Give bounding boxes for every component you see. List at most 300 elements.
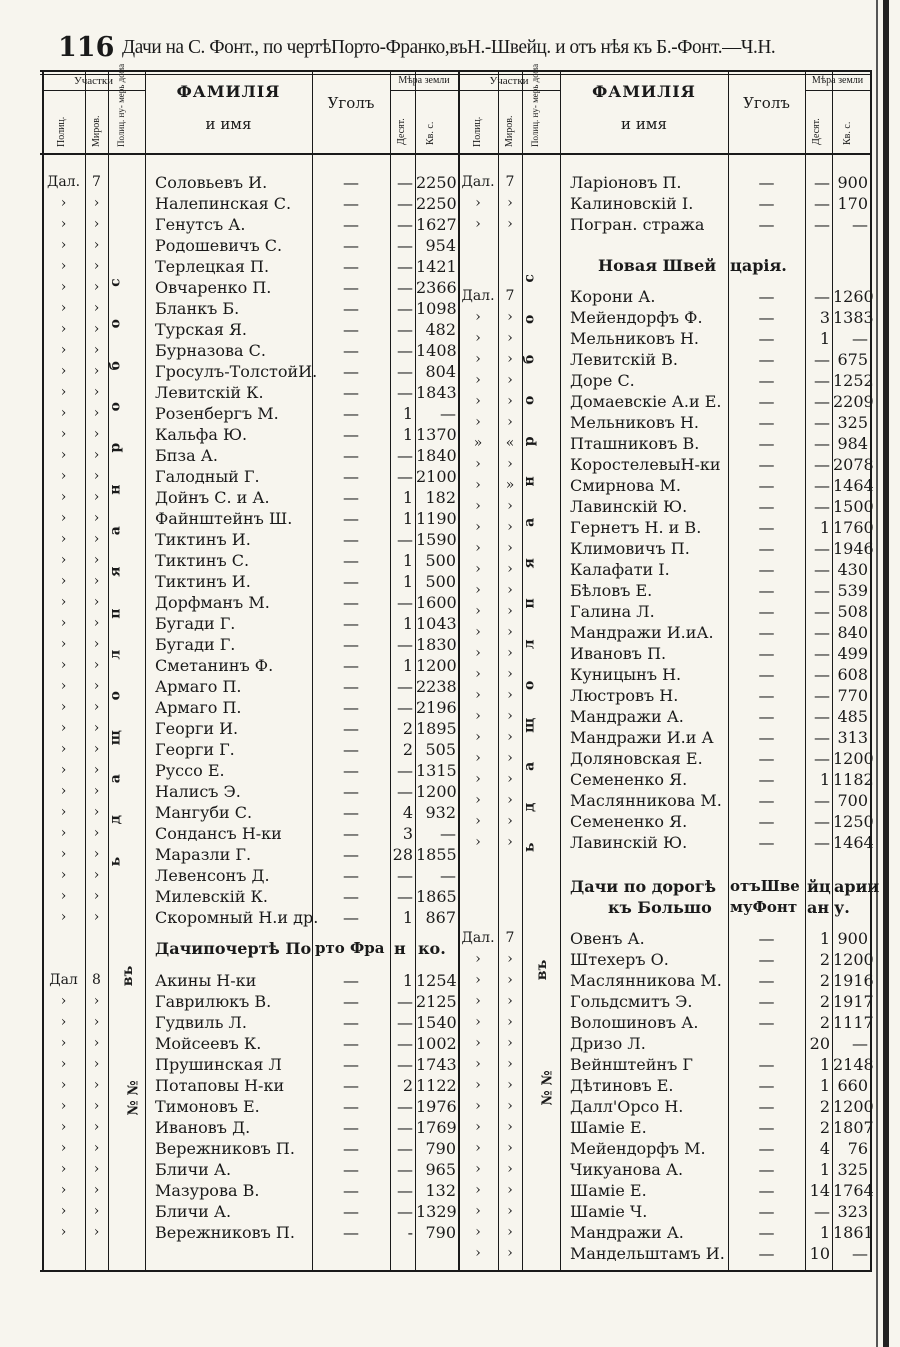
kv-cell: 482 [425, 320, 456, 339]
kv-cell: 499 [837, 644, 868, 663]
mirov-cell: › [93, 615, 100, 631]
kv-cell: 1807 [833, 1118, 874, 1137]
ugol-cell: — [343, 341, 359, 360]
ugol-cell: — [758, 371, 775, 390]
kv-cell: 1200 [833, 950, 874, 969]
polits-cell: › [60, 342, 67, 358]
ugol-cell: — [758, 1202, 775, 1221]
kv-cell: 1916 [833, 971, 874, 990]
ugol-cell: — [343, 866, 359, 885]
polits-cell: › [60, 426, 67, 442]
polits-cell: › [60, 783, 67, 799]
name-cell: Мазурова В. [155, 1181, 260, 1200]
polits-cell: › [475, 687, 481, 703]
name-cell: Дѣтиновъ Е. [570, 1076, 674, 1095]
polits-cell: › [60, 909, 67, 925]
desyat-cell: — [814, 1202, 830, 1221]
ugol-cell: — [758, 728, 775, 747]
right-uchastki-header: Участки [489, 75, 529, 87]
polits-cell: › [475, 1140, 481, 1156]
right-table-row [0, 790, 900, 811]
desyat-cell: 4 [402, 803, 413, 822]
ugol-cell: — [758, 497, 775, 516]
desyat-cell: — [397, 1160, 413, 1179]
polits-cell: › [475, 519, 481, 535]
mirov-cell: › [507, 216, 513, 232]
kv-cell: 1917 [833, 992, 874, 1011]
desyat-cell: 2 [819, 1097, 830, 1116]
ugol-cell: — [343, 1139, 359, 1158]
desyat-cell: — [814, 560, 830, 579]
ugol-cell: — [343, 383, 359, 402]
right-nomer-header: Полиц. ну- мерь дома [530, 63, 540, 147]
polits-cell: › [475, 951, 481, 967]
right-table-row [0, 391, 900, 412]
name-cell: Гернетъ Н. и В. [570, 518, 702, 537]
mirov-cell: › [507, 498, 513, 514]
desyat-cell: — [814, 392, 830, 411]
kv-cell: 954 [425, 236, 456, 255]
name-cell: Мандельштамъ И. [570, 1244, 725, 1263]
polits-cell: › [60, 993, 67, 1009]
right-section2-kv: арии [834, 877, 880, 896]
ugol-cell: — [343, 971, 359, 990]
ugol-cell: — [343, 593, 359, 612]
mirov-cell: › [93, 510, 100, 526]
kv-cell: 932 [425, 803, 456, 822]
mirov-cell: › [507, 1203, 513, 1219]
ugol-cell: — [758, 707, 775, 726]
mirov-cell: « [505, 435, 515, 451]
left-kv-header: Кв. с. [425, 121, 436, 145]
ugol-cell: — [343, 173, 359, 192]
name-cell: Георги И. [155, 719, 239, 738]
mirov-cell: 7 [505, 288, 515, 304]
mirov-cell: › [507, 951, 513, 967]
mirov-cell: › [93, 279, 100, 295]
name-cell: Тиктинъ С. [155, 551, 250, 570]
mirov-cell: › [93, 321, 100, 337]
name-cell: Мандражи И.иА. [570, 623, 714, 642]
polits-cell: Дал. [46, 174, 81, 190]
kv-cell: 1252 [833, 371, 874, 390]
left-mera-header: Мѣра земли [398, 75, 450, 86]
table-top-rule [40, 70, 872, 72]
desyat-cell: 1 [402, 572, 413, 591]
right-table-row [0, 991, 900, 1012]
mirov-cell: › [507, 1077, 513, 1093]
kv-cell: 2078 [833, 455, 874, 474]
mirov-cell: › [507, 372, 513, 388]
desyat-cell: — [397, 446, 413, 465]
ugol-cell: — [758, 308, 775, 327]
desyat-cell: — [397, 635, 413, 654]
mirov-cell: › [507, 1056, 513, 1072]
ugol-cell: — [343, 803, 359, 822]
kv-cell: — [440, 824, 456, 843]
right-table-row [0, 949, 900, 970]
kv-cell: 1760 [833, 518, 874, 537]
mirov-cell: › [507, 1035, 513, 1051]
ugol-cell: — [758, 791, 775, 810]
desyat-cell: — [814, 194, 830, 213]
right-table-row [0, 328, 900, 349]
desyat-cell: 1 [819, 929, 830, 948]
polits-cell: › [60, 1119, 67, 1135]
right-section2-desyat: йц [807, 877, 831, 896]
name-cell: Куницынъ Н. [570, 665, 682, 684]
kv-cell: 2148 [833, 1055, 874, 1074]
mirov-cell: 8 [92, 972, 101, 988]
name-cell: Гросулъ-ТолстойИ. [155, 362, 318, 381]
right-table-row [0, 622, 900, 643]
desyat-cell: — [397, 1139, 413, 1158]
ugol-cell: — [343, 719, 359, 738]
right-table-row [0, 307, 900, 328]
right-table-row [0, 811, 900, 832]
desyat-cell: — [397, 467, 413, 486]
kv-cell: 660 [837, 1076, 868, 1095]
kv-cell: 1200 [416, 782, 457, 801]
ugol-cell: — [758, 539, 775, 558]
polits-cell: › [475, 582, 481, 598]
kv-cell: 1946 [833, 539, 874, 558]
name-cell: Левитскій К. [155, 383, 264, 402]
desyat-cell: 1 [819, 329, 830, 348]
name-cell: Мельниковъ Н. [570, 329, 699, 348]
kv-cell: 1117 [833, 1013, 874, 1032]
ugol-cell: — [343, 1181, 359, 1200]
name-cell: Бугади Г. [155, 635, 236, 654]
desyat-cell: 2 [819, 1013, 830, 1032]
polits-cell: › [60, 1035, 67, 1051]
ugol-cell: — [343, 992, 359, 1011]
name-cell: Шаміе Ч. [570, 1202, 648, 1221]
desyat-cell: — [814, 215, 830, 234]
desyat-cell: — [814, 644, 830, 663]
polits-cell: › [475, 1119, 481, 1135]
kv-cell: 1002 [416, 1034, 457, 1053]
mirov-cell: › [93, 636, 100, 652]
right-table-row [0, 1159, 900, 1180]
ugol-cell: — [343, 1055, 359, 1074]
kv-cell: 323 [837, 1202, 868, 1221]
right-mirov-header: Миров. [504, 115, 515, 147]
left-mirov-header: Миров. [91, 115, 102, 147]
desyat-cell: — [397, 1097, 413, 1116]
ugol-cell: — [758, 929, 775, 948]
kv-cell: 984 [837, 434, 868, 453]
mirov-cell: › [93, 405, 100, 421]
mirov-cell: › [93, 678, 100, 694]
polits-cell: › [475, 309, 481, 325]
mirov-cell: › [507, 1224, 513, 1240]
ugol-cell: — [758, 602, 775, 621]
kv-cell: 1043 [416, 614, 457, 633]
page-number: 116 [58, 32, 115, 63]
polits-cell: › [475, 330, 481, 346]
polits-cell: › [60, 594, 67, 610]
mirov-cell: › [93, 1224, 100, 1240]
mirov-cell: › [507, 582, 513, 598]
kv-cell: 1250 [833, 812, 874, 831]
mirov-cell: › [93, 909, 100, 925]
kv-cell: 1200 [833, 1097, 874, 1116]
ugol-cell: — [758, 1097, 775, 1116]
name-cell: Вейнштейнъ Г [570, 1055, 693, 1074]
mirov-cell: 7 [505, 174, 515, 190]
name-cell: Маслянникова М. [570, 791, 722, 810]
table-bottom-rule [40, 1270, 872, 1272]
name-cell: Волошиновъ А. [570, 1013, 699, 1032]
left-section-ugol: рто Фра [315, 939, 385, 957]
polits-cell: › [60, 1182, 67, 1198]
mirov-cell: › [93, 1077, 100, 1093]
ugol-cell: — [343, 1223, 359, 1242]
ugol-cell: — [343, 1118, 359, 1137]
mirov-cell: › [93, 783, 100, 799]
desyat-cell: 2 [819, 1118, 830, 1137]
desyat-cell: — [814, 686, 830, 705]
name-cell: Левитскій В. [570, 350, 679, 369]
polits-cell: › [475, 1035, 481, 1051]
desyat-cell: — [397, 320, 413, 339]
mirov-cell: › [93, 867, 100, 883]
left-vertical-prep-label: въ [120, 965, 137, 987]
name-cell: Лавинскій Ю. [570, 833, 688, 852]
right-table-row [0, 685, 900, 706]
ugol-cell: — [758, 581, 775, 600]
ugol-cell: — [758, 812, 775, 831]
polits-cell: › [60, 321, 67, 337]
right-table-row [0, 1033, 900, 1054]
mirov-cell: › [93, 720, 100, 736]
mirov-cell: › [507, 195, 513, 211]
right-table-row [0, 214, 900, 235]
right-polits-header: Полиц. [472, 116, 483, 147]
right-familiya-header: ФАМИЛІЯ [592, 82, 696, 101]
polits-cell: Дал. [461, 930, 495, 946]
mirov-cell: › [93, 846, 100, 862]
name-cell: Кальфа Ю. [155, 425, 248, 444]
desyat-cell: 1 [402, 488, 413, 507]
mirov-cell: › [93, 888, 100, 904]
name-cell: Генутсъ А. [155, 215, 246, 234]
right-table-row [0, 1117, 900, 1138]
left-section-kv: ко. [418, 939, 446, 958]
polits-cell: › [60, 720, 67, 736]
polits-cell: › [60, 615, 67, 631]
name-cell: Галина Л. [570, 602, 655, 621]
name-cell: Дризо Л. [570, 1034, 646, 1053]
right-table-row [0, 172, 900, 193]
desyat-cell: — [397, 341, 413, 360]
mirov-cell: › [507, 309, 513, 325]
kv-cell: 325 [837, 413, 868, 432]
right-table-row [0, 433, 900, 454]
polits-cell: › [60, 573, 67, 589]
mirov-cell: › [507, 729, 513, 745]
polits-cell: › [475, 666, 481, 682]
ugol-cell: — [343, 1034, 359, 1053]
kv-cell: 76 [847, 1139, 868, 1158]
mirov-cell: › [507, 1140, 513, 1156]
desyat-cell: 3 [819, 308, 830, 327]
name-cell: Мандражи А. [570, 1223, 684, 1242]
kv-cell: 1370 [416, 425, 457, 444]
name-cell: Чикуанова А. [570, 1160, 684, 1179]
name-cell: Потаповы Н-ки [155, 1076, 285, 1095]
mirov-cell: › [507, 645, 513, 661]
ugol-cell: — [343, 1097, 359, 1116]
polits-cell: › [60, 1014, 67, 1030]
kv-cell: 170 [837, 194, 868, 213]
right-vertical-prep-label: въ [534, 959, 551, 981]
kv-cell: 1260 [833, 287, 874, 306]
mirov-cell: › [507, 519, 513, 535]
polits-cell: › [60, 1098, 67, 1114]
name-cell: Галодный Г. [155, 467, 260, 486]
polits-cell: › [475, 750, 481, 766]
name-cell: Маразли Г. [155, 845, 252, 864]
name-cell: Бличи А. [155, 1202, 232, 1221]
polits-cell: » [473, 435, 483, 451]
desyat-cell: — [397, 1202, 413, 1221]
polits-cell: › [475, 645, 481, 661]
ugol-cell: — [343, 530, 359, 549]
mirov-cell: › [507, 351, 513, 367]
desyat-cell: 2 [402, 1076, 413, 1095]
polits-cell: › [475, 1098, 481, 1114]
mirov-cell: › [93, 342, 100, 358]
kv-cell: 840 [837, 623, 868, 642]
polits-cell: › [475, 792, 481, 808]
desyat-cell: 1 [819, 770, 830, 789]
kv-cell: — [440, 866, 456, 885]
desyat-cell: — [814, 539, 830, 558]
right-section2-kv-2: у. [834, 898, 850, 917]
name-cell: Георги Г. [155, 740, 235, 759]
name-cell: Бурназова С. [155, 341, 266, 360]
ugol-cell: — [343, 404, 359, 423]
ugol-cell: — [758, 194, 775, 213]
name-cell: Соловьевъ И. [155, 173, 268, 192]
name-cell: Лавинскій Ю. [570, 497, 688, 516]
name-cell: Прушинская Л [155, 1055, 282, 1074]
kv-cell: 508 [837, 602, 868, 621]
desyat-cell: — [397, 194, 413, 213]
desyat-cell: — [814, 455, 830, 474]
mirov-cell: › [93, 1140, 100, 1156]
right-table-row [0, 193, 900, 214]
kv-cell: 804 [425, 362, 456, 381]
ugol-cell: — [758, 392, 775, 411]
kv-cell: 1895 [416, 719, 457, 738]
right-table-row [0, 517, 900, 538]
name-cell: Бланкъ Б. [155, 299, 240, 318]
desyat-cell: — [814, 749, 830, 768]
desyat-cell: 14 [809, 1181, 830, 1200]
mirov-cell: › [93, 552, 100, 568]
polits-cell: › [475, 1203, 481, 1219]
left-section-name: Дачипочертѣ По [155, 939, 312, 958]
mirov-cell: › [93, 762, 100, 778]
name-cell: Домаевскіе А.и Е. [570, 392, 722, 411]
kv-cell: 1627 [416, 215, 457, 234]
ugol-cell: — [758, 1181, 775, 1200]
mirov-cell: › [507, 771, 513, 787]
mirov-cell: › [93, 1014, 100, 1030]
polits-cell: › [60, 216, 67, 232]
name-cell: Родошевичъ С. [155, 236, 283, 255]
left-uchastki-header: Участки [73, 75, 114, 87]
name-cell: Доре С. [570, 371, 635, 390]
kv-cell: 430 [837, 560, 868, 579]
name-cell: Файнштейнъ Ш. [155, 509, 293, 528]
kv-cell: 1464 [833, 476, 874, 495]
kv-cell: 1769 [416, 1118, 457, 1137]
desyat-cell: — [814, 476, 830, 495]
ugol-cell: — [343, 509, 359, 528]
desyat-cell: — [814, 665, 830, 684]
mirov-cell: › [507, 393, 513, 409]
mirov-cell: › [93, 1035, 100, 1051]
kv-cell: 1855 [416, 845, 457, 864]
desyat-cell: — [814, 173, 830, 192]
name-cell: Руссо Е. [155, 761, 225, 780]
right-section2-name-2: къ Большо [608, 898, 712, 917]
polits-cell: › [475, 456, 481, 472]
mirov-cell: › [507, 603, 513, 619]
desyat-cell: 1 [819, 1055, 830, 1074]
kv-cell: 1383 [833, 308, 874, 327]
desyat-cell: — [814, 812, 830, 831]
mirov-cell: › [93, 741, 100, 757]
polits-cell: › [475, 1245, 481, 1261]
kv-cell: 1976 [416, 1097, 457, 1116]
mirov-cell: › [507, 540, 513, 556]
ugol-cell: — [343, 320, 359, 339]
polits-cell: Дал. [461, 174, 495, 190]
mirov-cell: › [93, 258, 100, 274]
right-table-row [0, 1201, 900, 1222]
desyat-cell: 3 [402, 824, 413, 843]
right-table-row [0, 643, 900, 664]
name-cell: КоростелевыН-ки [570, 455, 721, 474]
polits-cell: › [60, 1161, 67, 1177]
ugol-cell: — [343, 698, 359, 717]
desyat-cell: 1 [402, 425, 413, 444]
name-cell: Смирнова М. [570, 476, 681, 495]
mirov-cell: 7 [92, 174, 101, 190]
name-cell: Мейендорфъ М. [570, 1139, 706, 1158]
mirov-cell: › [93, 426, 100, 442]
name-cell: Бѣловъ Е. [570, 581, 653, 600]
right-table-row [0, 475, 900, 496]
mirov-cell: › [93, 237, 100, 253]
mirov-cell: › [507, 1182, 513, 1198]
mirov-cell: » [505, 477, 515, 493]
ugol-cell: — [758, 749, 775, 768]
kv-cell: 1200 [416, 656, 457, 675]
polits-cell: › [475, 195, 481, 211]
mirov-cell: 7 [505, 930, 515, 946]
name-cell: Вережниковъ П. [155, 1139, 295, 1158]
left-ugol-header: Уголъ [327, 94, 375, 112]
polits-cell: › [475, 393, 481, 409]
polits-cell: › [60, 258, 67, 274]
desyat-cell: — [397, 1034, 413, 1053]
